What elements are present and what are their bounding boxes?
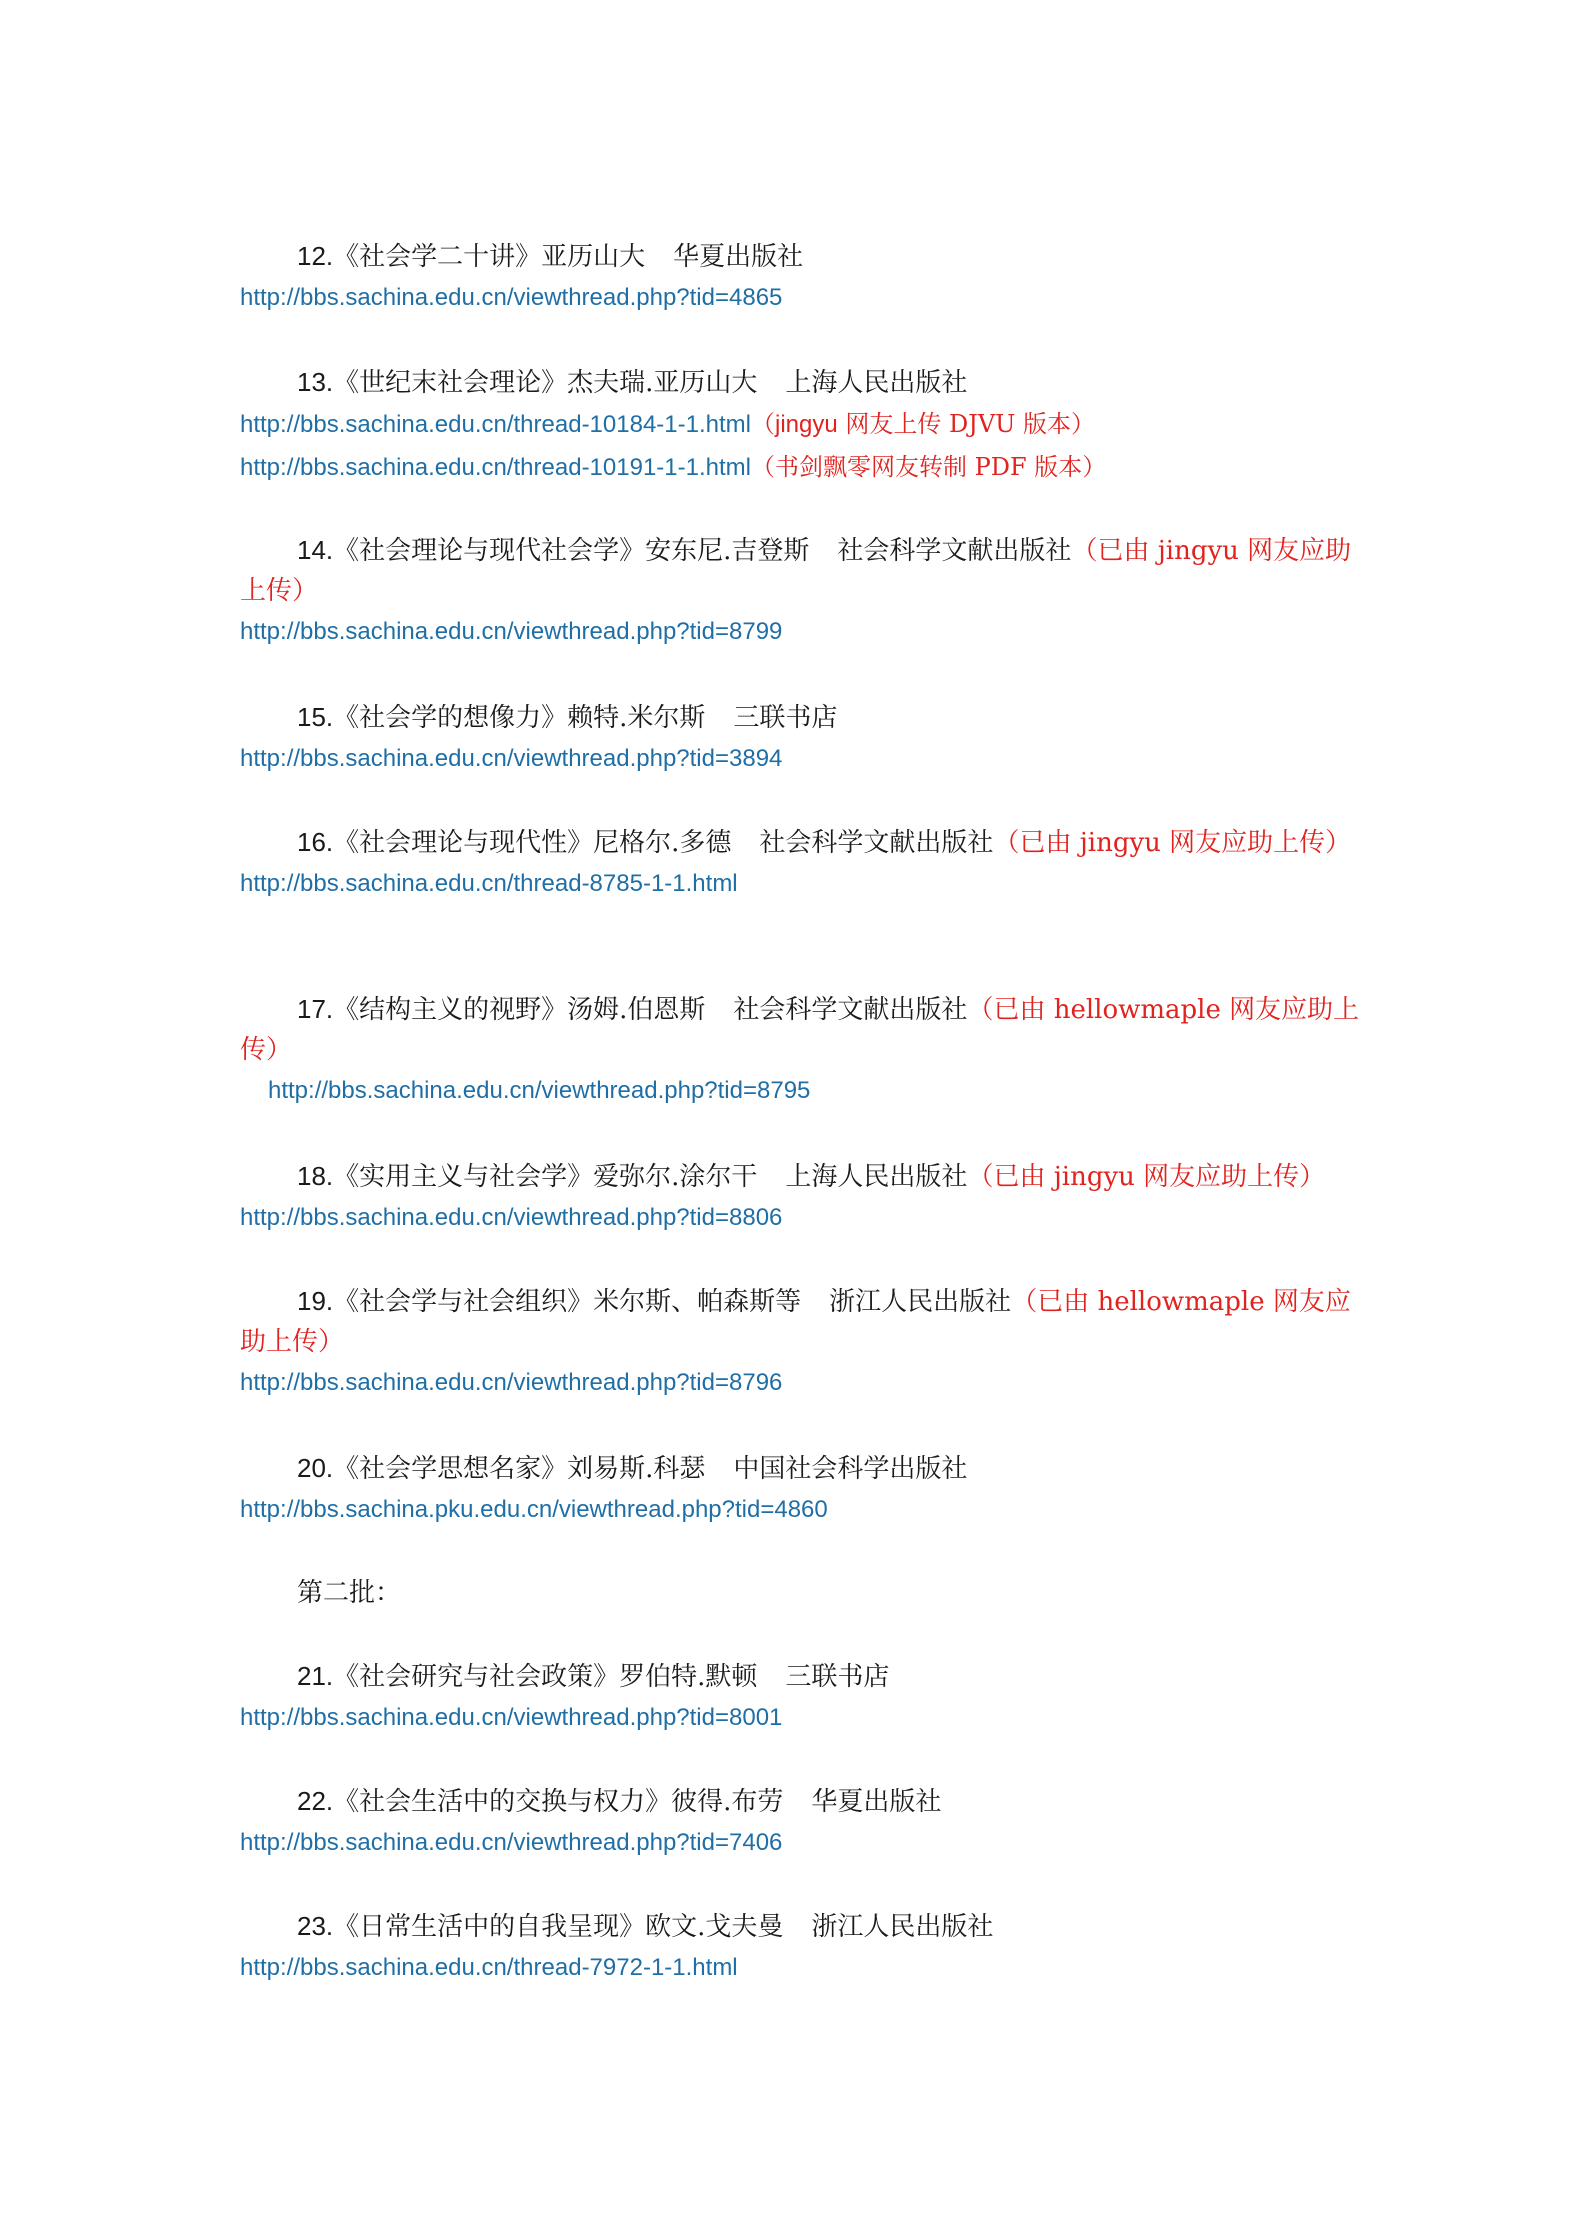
- thread-link[interactable]: http://bbs.sachina.edu.cn/viewthread.php?tid=8796: [240, 1369, 783, 1396]
- thread-link[interactable]: http://bbs.sachina.edu.cn/viewthread.php?tid=8806: [240, 1204, 783, 1231]
- book-entry-18: [240, 1156, 1360, 1239]
- book-title-line: [240, 1156, 1360, 1197]
- book-title: 《社会生活中的交换与权力》彼得.布劳: [333, 1787, 784, 1817]
- book-entry-17: [240, 989, 1360, 1112]
- upload-note: （已由 jingyu 网友应助上传）: [967, 1162, 1326, 1192]
- thread-link[interactable]: http://bbs.sachina.edu.cn/viewthread.php?tid=3894: [240, 745, 783, 772]
- thread-link[interactable]: http://bbs.sachina.pku.edu.cn/viewthread.php?tid=4860: [240, 1496, 828, 1523]
- thread-link[interactable]: http://bbs.sachina.edu.cn/thread-8785-1-1.html: [240, 870, 738, 897]
- book-title-line: [240, 822, 1360, 863]
- upload-note: （已由 hellowmaple 网友应助上传）: [240, 1287, 1351, 1357]
- book-title-line: [240, 1906, 1360, 1947]
- publisher: 华夏出版社: [673, 242, 804, 272]
- book-title-line: [240, 1781, 1360, 1822]
- book-title: 《实用主义与社会学》爱弥尔.涂尔干: [333, 1162, 758, 1192]
- entry-number: 22.: [297, 1786, 334, 1816]
- book-title: 《社会理论与现代性》尼格尔.多德: [333, 828, 732, 858]
- book-title: 《社会学思想名家》刘易斯.科瑟: [333, 1454, 706, 1484]
- upload-note: （已由 jingyu 网友应助上传）: [993, 828, 1352, 858]
- book-title: 《世纪末社会理论》杰夫瑞.亚历山大: [333, 368, 758, 398]
- publisher: 华夏出版社: [811, 1787, 942, 1817]
- thread-link[interactable]: http://bbs.sachina.edu.cn/viewthread.php?tid=4865: [240, 284, 783, 311]
- entry-number: 12.: [297, 241, 334, 271]
- book-title: 《日常生活中的自我呈现》欧文.戈夫曼: [333, 1912, 784, 1942]
- entry-number: 18.: [297, 1161, 334, 1191]
- book-title-line: [240, 1281, 1360, 1362]
- book-entry-23: [240, 1906, 1360, 1989]
- publisher: 上海人民出版社: [785, 368, 968, 398]
- book-entry-13: [240, 362, 1360, 489]
- book-title: 《结构主义的视野》汤姆.伯恩斯: [333, 995, 706, 1025]
- book-entry-12: [240, 236, 1360, 319]
- book-title-line: [240, 989, 1360, 1070]
- publisher: 社会科学文献出版社: [733, 995, 968, 1025]
- book-entry-14: [240, 530, 1360, 653]
- publisher: 社会科学文献出版社: [759, 828, 994, 858]
- entry-number: 23.: [297, 1911, 334, 1941]
- upload-note: [751, 410, 1095, 438]
- section-heading: 第二批：: [297, 1578, 402, 1608]
- note-open: （: [750, 410, 775, 438]
- book-title: 《社会研究与社会政策》罗伯特.默顿: [333, 1662, 758, 1692]
- book-title: 《社会学的想像力》赖特.米尔斯: [333, 703, 706, 733]
- publisher: 三联书店: [733, 703, 838, 733]
- book-entry-21: [240, 1656, 1360, 1739]
- book-title-line: [240, 1448, 1360, 1489]
- thread-link[interactable]: http://bbs.sachina.edu.cn/thread-10184-1-1.html: [240, 411, 751, 438]
- upload-note: （已由 hellowmaple 网友应助上传）: [240, 995, 1360, 1065]
- thread-link[interactable]: http://bbs.sachina.edu.cn/thread-7972-1-1.html: [240, 1954, 738, 1981]
- publisher: 浙江人民出版社: [829, 1287, 1012, 1317]
- book-entry-22: [240, 1781, 1360, 1864]
- upload-note: （已由 jingyu 网友应助上传）: [240, 536, 1352, 606]
- entry-number: 17.: [297, 994, 334, 1024]
- upload-note: （书剑飘零网友转制 PDF 版本）: [750, 453, 1107, 481]
- publisher: 上海人民出版社: [785, 1162, 968, 1192]
- thread-link-row: [240, 446, 1360, 489]
- book-title: 《社会理论与现代社会学》安东尼.吉登斯: [333, 536, 810, 566]
- thread-link[interactable]: http://bbs.sachina.edu.cn/viewthread.php?tid=8795: [268, 1077, 811, 1104]
- publisher: 中国社会科学出版社: [733, 1454, 968, 1484]
- book-title-line: [240, 1656, 1360, 1697]
- publisher: 三联书店: [785, 1662, 890, 1692]
- book-title: 《社会学二十讲》亚历山大: [333, 242, 646, 272]
- note-text: 网友上传 DJVU 版本）: [837, 410, 1096, 438]
- thread-link[interactable]: http://bbs.sachina.edu.cn/viewthread.php?tid=7406: [240, 1829, 783, 1856]
- thread-link-row: [240, 403, 1360, 446]
- book-entry-19: [240, 1281, 1360, 1404]
- entry-number: 21.: [297, 1661, 334, 1691]
- entry-number: 13.: [297, 367, 334, 397]
- book-entry-15: [240, 697, 1360, 780]
- book-title-line: [240, 697, 1360, 738]
- book-title-line: [240, 530, 1360, 611]
- book-title: 《社会学与社会组织》米尔斯、帕森斯等: [333, 1287, 802, 1317]
- publisher: 社会科学文献出版社: [837, 536, 1072, 566]
- entry-number: 14.: [297, 535, 334, 565]
- thread-link[interactable]: http://bbs.sachina.edu.cn/viewthread.php?tid=8799: [240, 618, 783, 645]
- entry-number: 20.: [297, 1453, 334, 1483]
- note-user: jingyu: [774, 411, 838, 438]
- book-entry-16: [240, 822, 1360, 905]
- book-title-line: [240, 362, 1360, 403]
- entry-number: 19.: [297, 1286, 334, 1316]
- entry-number: 16.: [297, 827, 334, 857]
- entry-number: 15.: [297, 702, 334, 732]
- thread-link[interactable]: http://bbs.sachina.edu.cn/viewthread.php?tid=8001: [240, 1704, 783, 1731]
- book-entry-20: [240, 1448, 1360, 1531]
- book-title-line: [240, 236, 1360, 277]
- thread-link[interactable]: http://bbs.sachina.edu.cn/thread-10191-1-1.html: [240, 454, 751, 481]
- publisher: 浙江人民出版社: [811, 1912, 994, 1942]
